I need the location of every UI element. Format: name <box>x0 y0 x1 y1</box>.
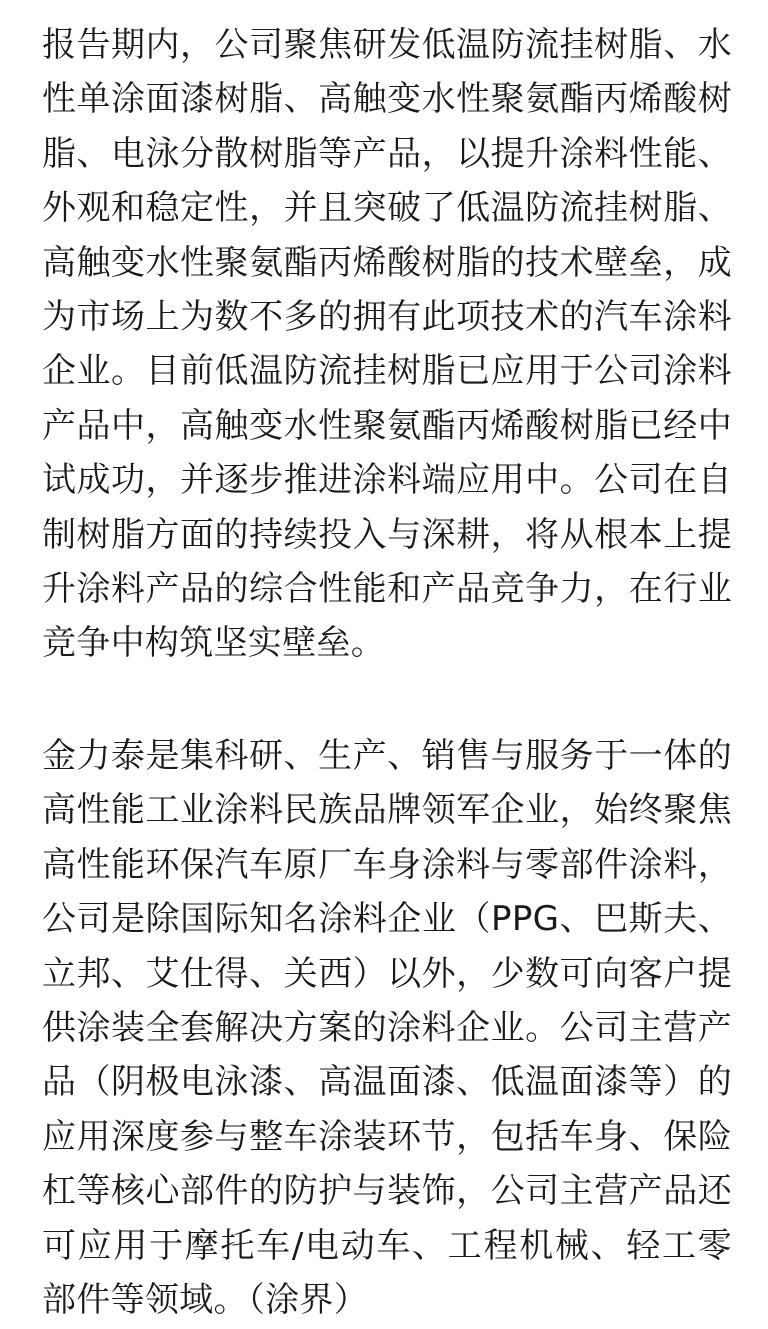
article-paragraph: 金力泰是集科研、生产、销售与服务于一体的高性能工业涂料民族品牌领军企业，始终聚焦高性能环保汽车原厂车身涂料与零部件涂料，公司是除国际知名涂料企业（PPG、巴斯夫、立邦、艾仕得、关西）以外，少数可向客户提供涂装全套解决方案的涂料企业。公司主营产品（阴极电泳漆、高温面漆、低温面漆等）的应用深度参与整车涂装环节，包括车身、保险杠等核心部件的防护与装饰，公司主营产品还可应用于摩托车/电动车、工程机械、轻工零部件等领域。（涂界） <box>42 735 732 1320</box>
article-paragraph: 报告期内，公司聚焦研发低温防流挂树脂、水性单涂面漆树脂、高触变水性聚氨酯丙烯酸树脂、电泳分散树脂等产品，以提升涂料性能、外观和稳定性，并且突破了低温防流挂树脂、高触变水性聚氨酯丙烯酸树脂的技术壁垒，成为市场上为数不多的拥有此项技术的汽车涂料企业。目前低温防流挂树脂已应用于公司涂料产品中，高触变水性聚氨酯丙烯酸树脂已经中试成功，并逐步推进涂料端应用中。公司在自制树脂方面的持续投入与深耕，将从根本上提升涂料产品的综合性能和产品竞争力，在行业竞争中构筑坚实壁垒。 <box>42 25 732 664</box>
article-body <box>42 18 732 1327</box>
